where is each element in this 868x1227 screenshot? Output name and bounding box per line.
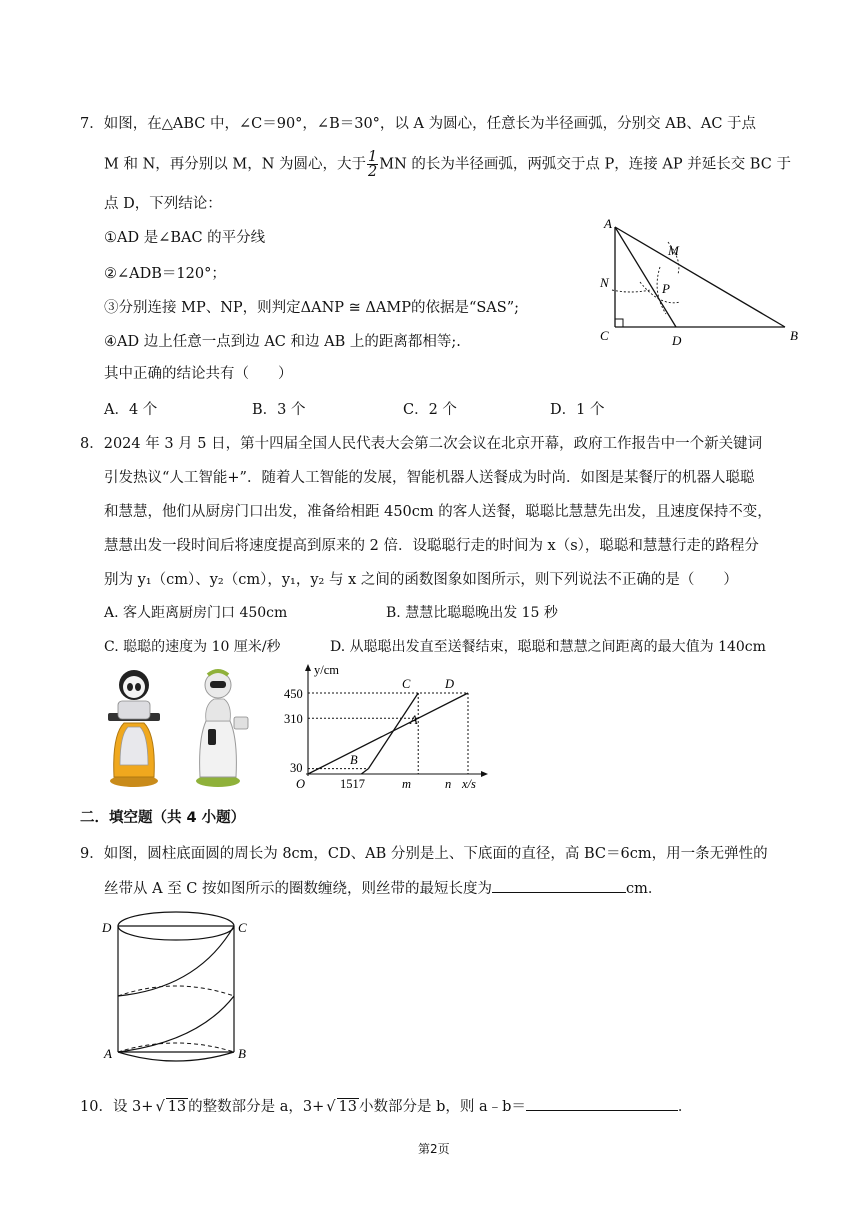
label-b: B	[790, 328, 798, 343]
q8-line2: 引发热议“人工智能+”．随着人工智能的发展，智能机器人送餐成为时尚．如图是某餐厅的机器人聪聪	[104, 470, 755, 486]
q10-end: ．	[677, 1099, 693, 1115]
segment-ad	[615, 227, 676, 327]
q9-line2	[104, 876, 662, 898]
q7-conclusion-1: ①AD 是∠BAC 的平分线	[104, 230, 266, 246]
q8-option-a: A. 客人距离厨房门口 450cm	[104, 605, 288, 621]
x-tick-m: m	[402, 777, 412, 791]
label-m: M	[668, 243, 679, 258]
label-b: B	[238, 1046, 246, 1061]
robot-huihui	[196, 671, 248, 787]
q10-line	[80, 1094, 692, 1116]
q7-conclusion-3: ③分别连接 MP、NP，则判定ΔANP ≅ ΔAMP的依据是“SAS”;	[104, 300, 520, 316]
q8-option-d: D. 从聪聪出发直至送餐结束，聪聪和慧慧之间距离的最大值为 140cm	[330, 639, 766, 655]
q7-option-b: B．3 个	[252, 402, 306, 418]
point-label-b: B	[350, 753, 358, 767]
q7-frac-num: 1	[368, 149, 378, 165]
sqrt-icon: √	[326, 1099, 336, 1115]
sqrt-icon: √	[155, 1099, 165, 1115]
q7-option-a: A．4 个	[104, 402, 158, 418]
x-axis-label: x/s	[462, 777, 476, 791]
arc-n	[612, 290, 650, 292]
q7-line2	[104, 150, 791, 179]
bottom-front-arc	[118, 1052, 234, 1061]
q8-line3: 和慧慧，他们从厨房门口出发，准备给相距 450cm 的客人送餐，聪聪比慧慧先出发，且速度保持不变，	[104, 504, 772, 520]
x-axis-arrow	[481, 771, 488, 777]
q7-line3: 点 D，下列结论：	[104, 196, 222, 212]
series-y2-segment-0	[361, 769, 368, 774]
q7-fraction	[367, 150, 378, 179]
x-tick-origin: O	[296, 777, 306, 791]
y-axis-label: y/cm	[314, 663, 339, 677]
q9-line2-pre: 丝带从 A 至 C 按如图所示的圈数缠绕，则丝带的最短长度为	[104, 881, 493, 897]
q10-post: 小数部分是 b，则 a﹣b＝	[358, 1099, 526, 1115]
y-tick-30: 30	[290, 761, 303, 775]
q8-option-c: C. 聪聪的速度为 10 厘米/秒	[104, 639, 281, 655]
q9-line2-post: cm．	[626, 881, 663, 897]
q7-conclusion-4: ④AD 边上任意一点到边 AC 和边 AB 上的距离都相等;.	[104, 334, 461, 350]
q10-root-1: 13	[167, 1099, 187, 1115]
series-y1-segment-0	[308, 693, 468, 774]
q8-function-chart	[282, 660, 494, 795]
y-tick-450: 450	[284, 687, 303, 701]
point-label-a: A	[410, 713, 418, 727]
robot-congcong	[108, 670, 160, 787]
bottom-back-arc	[118, 1043, 234, 1052]
q8-line5: 别为 y₁（cm）、y₂（cm），y₁，y₂ 与 x 之间的函数图象如图所示，则下列说法不正确的是（ ）	[104, 572, 738, 588]
label-c: C	[238, 920, 247, 935]
q10-pre: 10．设 3+	[80, 1099, 154, 1115]
q7-frac-den: 2	[368, 164, 378, 180]
q8-line4: 慧慧出发一段时间后将速度提高到原来的 2 倍．设聪聪行走的时间为 x（s），聪聪和慧慧行走的路程分	[104, 538, 759, 554]
robots-illustration	[100, 665, 270, 790]
q7-line2-post: MN 的长为半径画弧，两弧交于点 P，连接 AP 并延长交 BC 于	[379, 156, 791, 173]
q7-option-d: D．1 个	[550, 402, 605, 418]
label-d: D	[672, 333, 682, 348]
y-axis-arrow	[305, 664, 311, 671]
ribbon-lower	[118, 996, 234, 1052]
label-d: D	[102, 920, 112, 935]
label-c: C	[600, 328, 609, 343]
q9-answer-blank[interactable]	[492, 876, 626, 893]
q10-answer-blank[interactable]	[526, 1094, 678, 1111]
q7-triangle-figure	[590, 212, 800, 352]
label-a: A	[604, 216, 612, 231]
side-ab	[615, 227, 785, 327]
q7-line1: 7．如图，在△ABC 中，∠C＝90°，∠B＝30°，以 A 为圆心，任意长为半径画弧，分别交 AB、AC 于点	[80, 116, 757, 132]
label-n: N	[600, 275, 609, 290]
q10-mid: 的整数部分是 a，3+	[188, 1099, 325, 1115]
series-y2-segment-1	[368, 693, 418, 769]
middle-back-arc	[118, 986, 234, 996]
label-a: A	[104, 1046, 112, 1061]
page-number: 第2页	[418, 1142, 450, 1156]
point-label-d: D	[445, 677, 455, 691]
x-tick-1517: 1517	[340, 777, 365, 791]
right-angle-mark	[615, 319, 623, 327]
q7-option-c: C．2 个	[403, 402, 457, 418]
q7-question: 其中正确的结论共有（ ）	[104, 366, 293, 382]
q9-cylinder-figure	[98, 904, 258, 1064]
q7-line2-pre: M 和 N，再分别以 M，N 为圆心，大于	[104, 156, 367, 173]
q8-option-b: B. 慧慧比聪聪晚出发 15 秒	[386, 605, 558, 621]
section-title: 二．填空题（共 4 小题）	[80, 810, 246, 826]
q8-line1: 8．2024 年 3 月 5 日，第十四届全国人民代表大会第二次会议在北京开幕，政府工作报告中一个新关键词	[80, 436, 763, 452]
label-p: P	[662, 281, 670, 296]
x-tick-n: n	[445, 777, 452, 791]
q10-root-2: 13	[338, 1099, 357, 1115]
q9-line1: 9．如图，圆柱底面圆的周长为 8cm，CD、AB 分别是上、下底面的直径，高 BC＝6cm，用一条无弹性的	[80, 846, 768, 862]
point-label-c: C	[402, 677, 411, 691]
series-lines	[308, 693, 468, 774]
q7-conclusion-2: ②∠ADB＝120°；	[104, 266, 226, 282]
y-tick-310: 310	[284, 712, 303, 726]
